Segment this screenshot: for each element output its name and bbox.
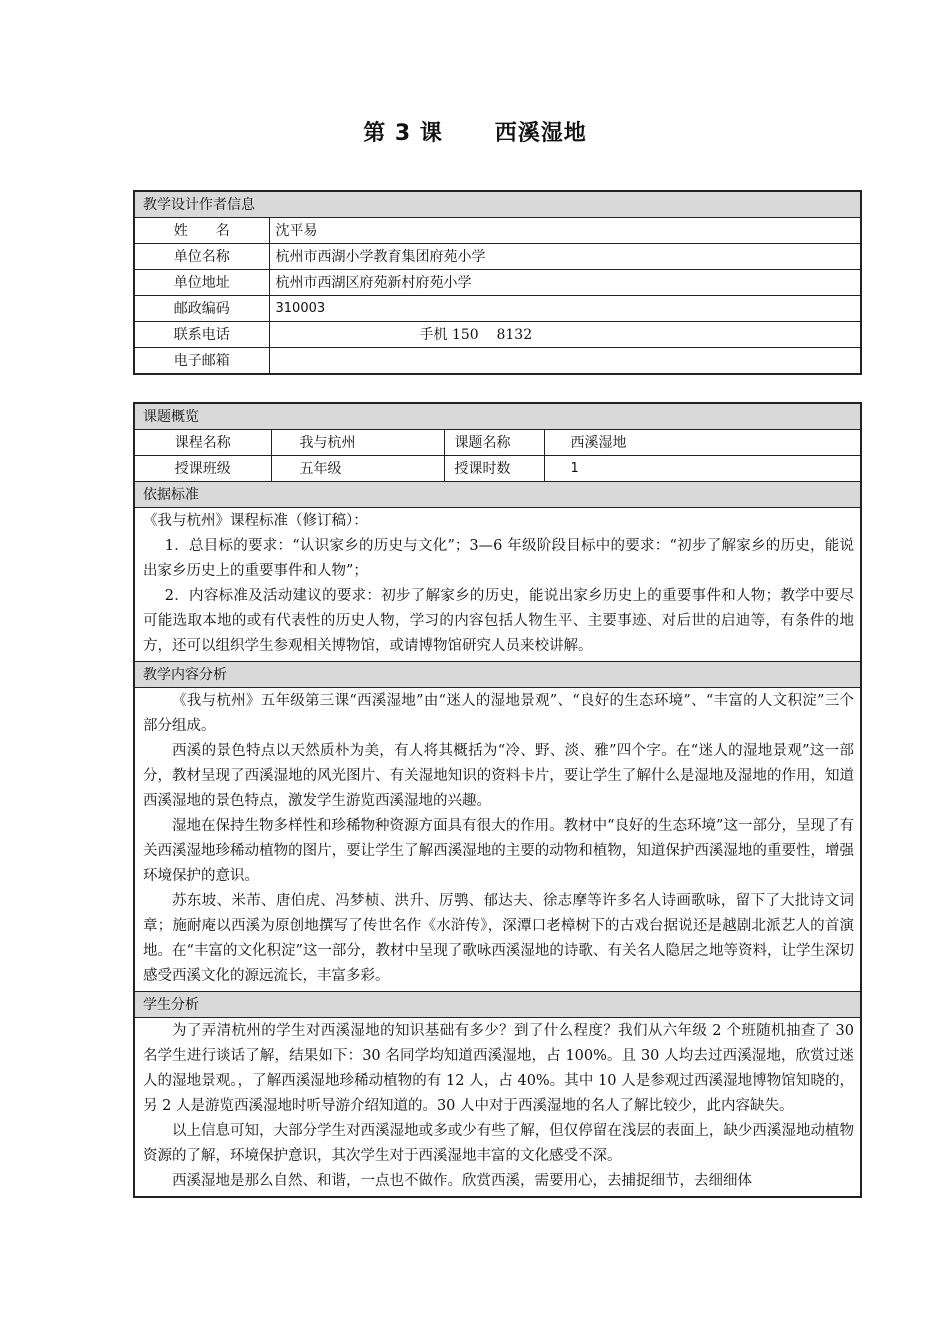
value-postal-code: 310003 [269,296,861,322]
value-course-name: 我与杭州 [271,430,444,456]
author-info-table [133,190,862,375]
value-phone: 手机 150 8132 [269,322,861,348]
table-row [134,322,861,348]
value-hours: 1 [544,456,861,482]
value-unit-address: 杭州市西湖区府苑新村府苑小学 [269,270,861,296]
section-header-student-analysis: 学生分析 [134,992,861,1018]
table-row [134,430,861,456]
label-name: 姓 名 [134,218,269,244]
paragraph: 《我与杭州》课程标准（修订稿）： [143,513,368,529]
table-row [134,456,861,482]
label-topic-name: 课题名称 [444,430,544,456]
paragraph: 西溪湿地是那么自然、和谐，一点也不做作。欣赏西溪，需要用心，去捕捉细节，去细细体 [172,1173,752,1189]
section-header-author-info: 教学设计作者信息 [134,191,861,218]
lesson-overview-table [133,402,862,1198]
table-row [134,218,861,244]
section-header-content-analysis: 教学内容分析 [134,662,861,688]
section-header-standards: 依据标准 [134,482,861,508]
value-email [269,348,861,375]
section-header-overview: 课题概览 [134,403,861,430]
label-hours: 授课时数 [444,456,544,482]
label-postal-code: 邮政编码 [134,296,269,322]
table-row [134,348,861,375]
label-course-name: 课程名称 [134,430,271,456]
paragraph: 1．总目标的要求：“认识家乡的历史与文化”；3—6 年级阶段目标中的要求：“初步了解家乡的历史，能说出家乡历史上的重要事件和人物”； [143,538,854,579]
paragraph: 以上信息可知，大部分学生对西溪湿地或多或少有些了解，但仅停留在浅层的表面上，缺少西溪湿地动植物资源的了解，环境保护意识，其次学生对于西溪湿地丰富的文化感受不深。 [143,1123,854,1164]
table-row [134,244,861,270]
paragraph: 为了弄清杭州的学生对西溪湿地的知识基础有多少？到了什么程度？我们从六年级 2 个班随机抽查了 30 名学生进行谈话了解，结果如下：30 名同学均知道西溪湿地，占 100%。且 30 人均去过西溪湿地，欣赏过迷人的湿地景观。，了解西溪湿地珍稀动植物的有 12 人，占 40%。其中 10 人是参观过西溪湿地博物馆知晓的，另 2 人是游览西溪湿地时听导游介绍知道的。30 人中对于西溪湿地的名人了解比较少，此内容缺失。 [143,1023,854,1114]
paragraph: 2．内容标准及活动建议的要求：初步了解家乡的历史，能说出家乡历史上的重要事件和人物；教学中要尽可能选取本地的或有代表性的历史人物，学习的内容包括人物生平、主要事迹、对后世的启迪等，有条件的地方，还可以组织学生参观相关博物馆，或请博物馆研究人员来校讲解。 [143,588,854,654]
value-name: 沈平易 [269,218,861,244]
value-grade: 五年级 [271,456,444,482]
label-email: 电子邮箱 [134,348,269,375]
standards-text [134,508,861,662]
label-unit-address: 单位地址 [134,270,269,296]
value-unit-name: 杭州市西湖小学教育集团府苑小学 [269,244,861,270]
value-topic-name: 西溪湿地 [544,430,861,456]
paragraph: 西溪的景色特点以天然质朴为美，有人将其概括为“冷、野、淡、雅”四个字。在“迷人的湿地景观”这一部分，教材呈现了西溪湿地的风光图片、有关湿地知识的资料卡片，要让学生了解什么是湿地及湿地的作用，知道西溪湿地的景色特点，激发学生游览西溪湿地的兴趣。 [143,743,854,809]
paragraph: 苏东坡、米芾、唐伯虎、冯梦桢、洪升、厉鹗、郁达夫、徐志摩等许多名人诗画歌咏，留下了大批诗文词章；施耐庵以西溪为原创地撰写了传世名作《水浒传》，深潭口老樟树下的古戏台据说还是越剧北派艺人的首演地。在“丰富的文化积淀”这一部分，教材中呈现了歌咏西溪湿地的诗歌、有关名人隐居之地等资料，让学生深切感受西溪文化的源远流长，丰富多彩。 [143,893,854,984]
label-phone: 联系电话 [134,322,269,348]
student-analysis-text [134,1018,861,1198]
table-row [134,296,861,322]
paragraph: 《我与杭州》五年级第三课“西溪湿地”由“迷人的湿地景观”、“良好的生态环境”、“丰富的人文积淀”三个部分组成。 [143,693,854,734]
paragraph: 湿地在保持生物多样性和珍稀物种资源方面具有很大的作用。教材中“良好的生态环境”这一部分，呈现了有关西溪湿地珍稀动植物的图片，要让学生了解西溪湿地的主要的动物和植物，知道保护西溪湿地的重要性，增强环境保护的意识。 [143,818,854,884]
page-title: 第 3 课 西溪湿地 [363,121,587,146]
label-unit-name: 单位名称 [134,244,269,270]
label-grade: 授课班级 [134,456,271,482]
content-analysis-text [134,688,861,992]
table-row [134,270,861,296]
